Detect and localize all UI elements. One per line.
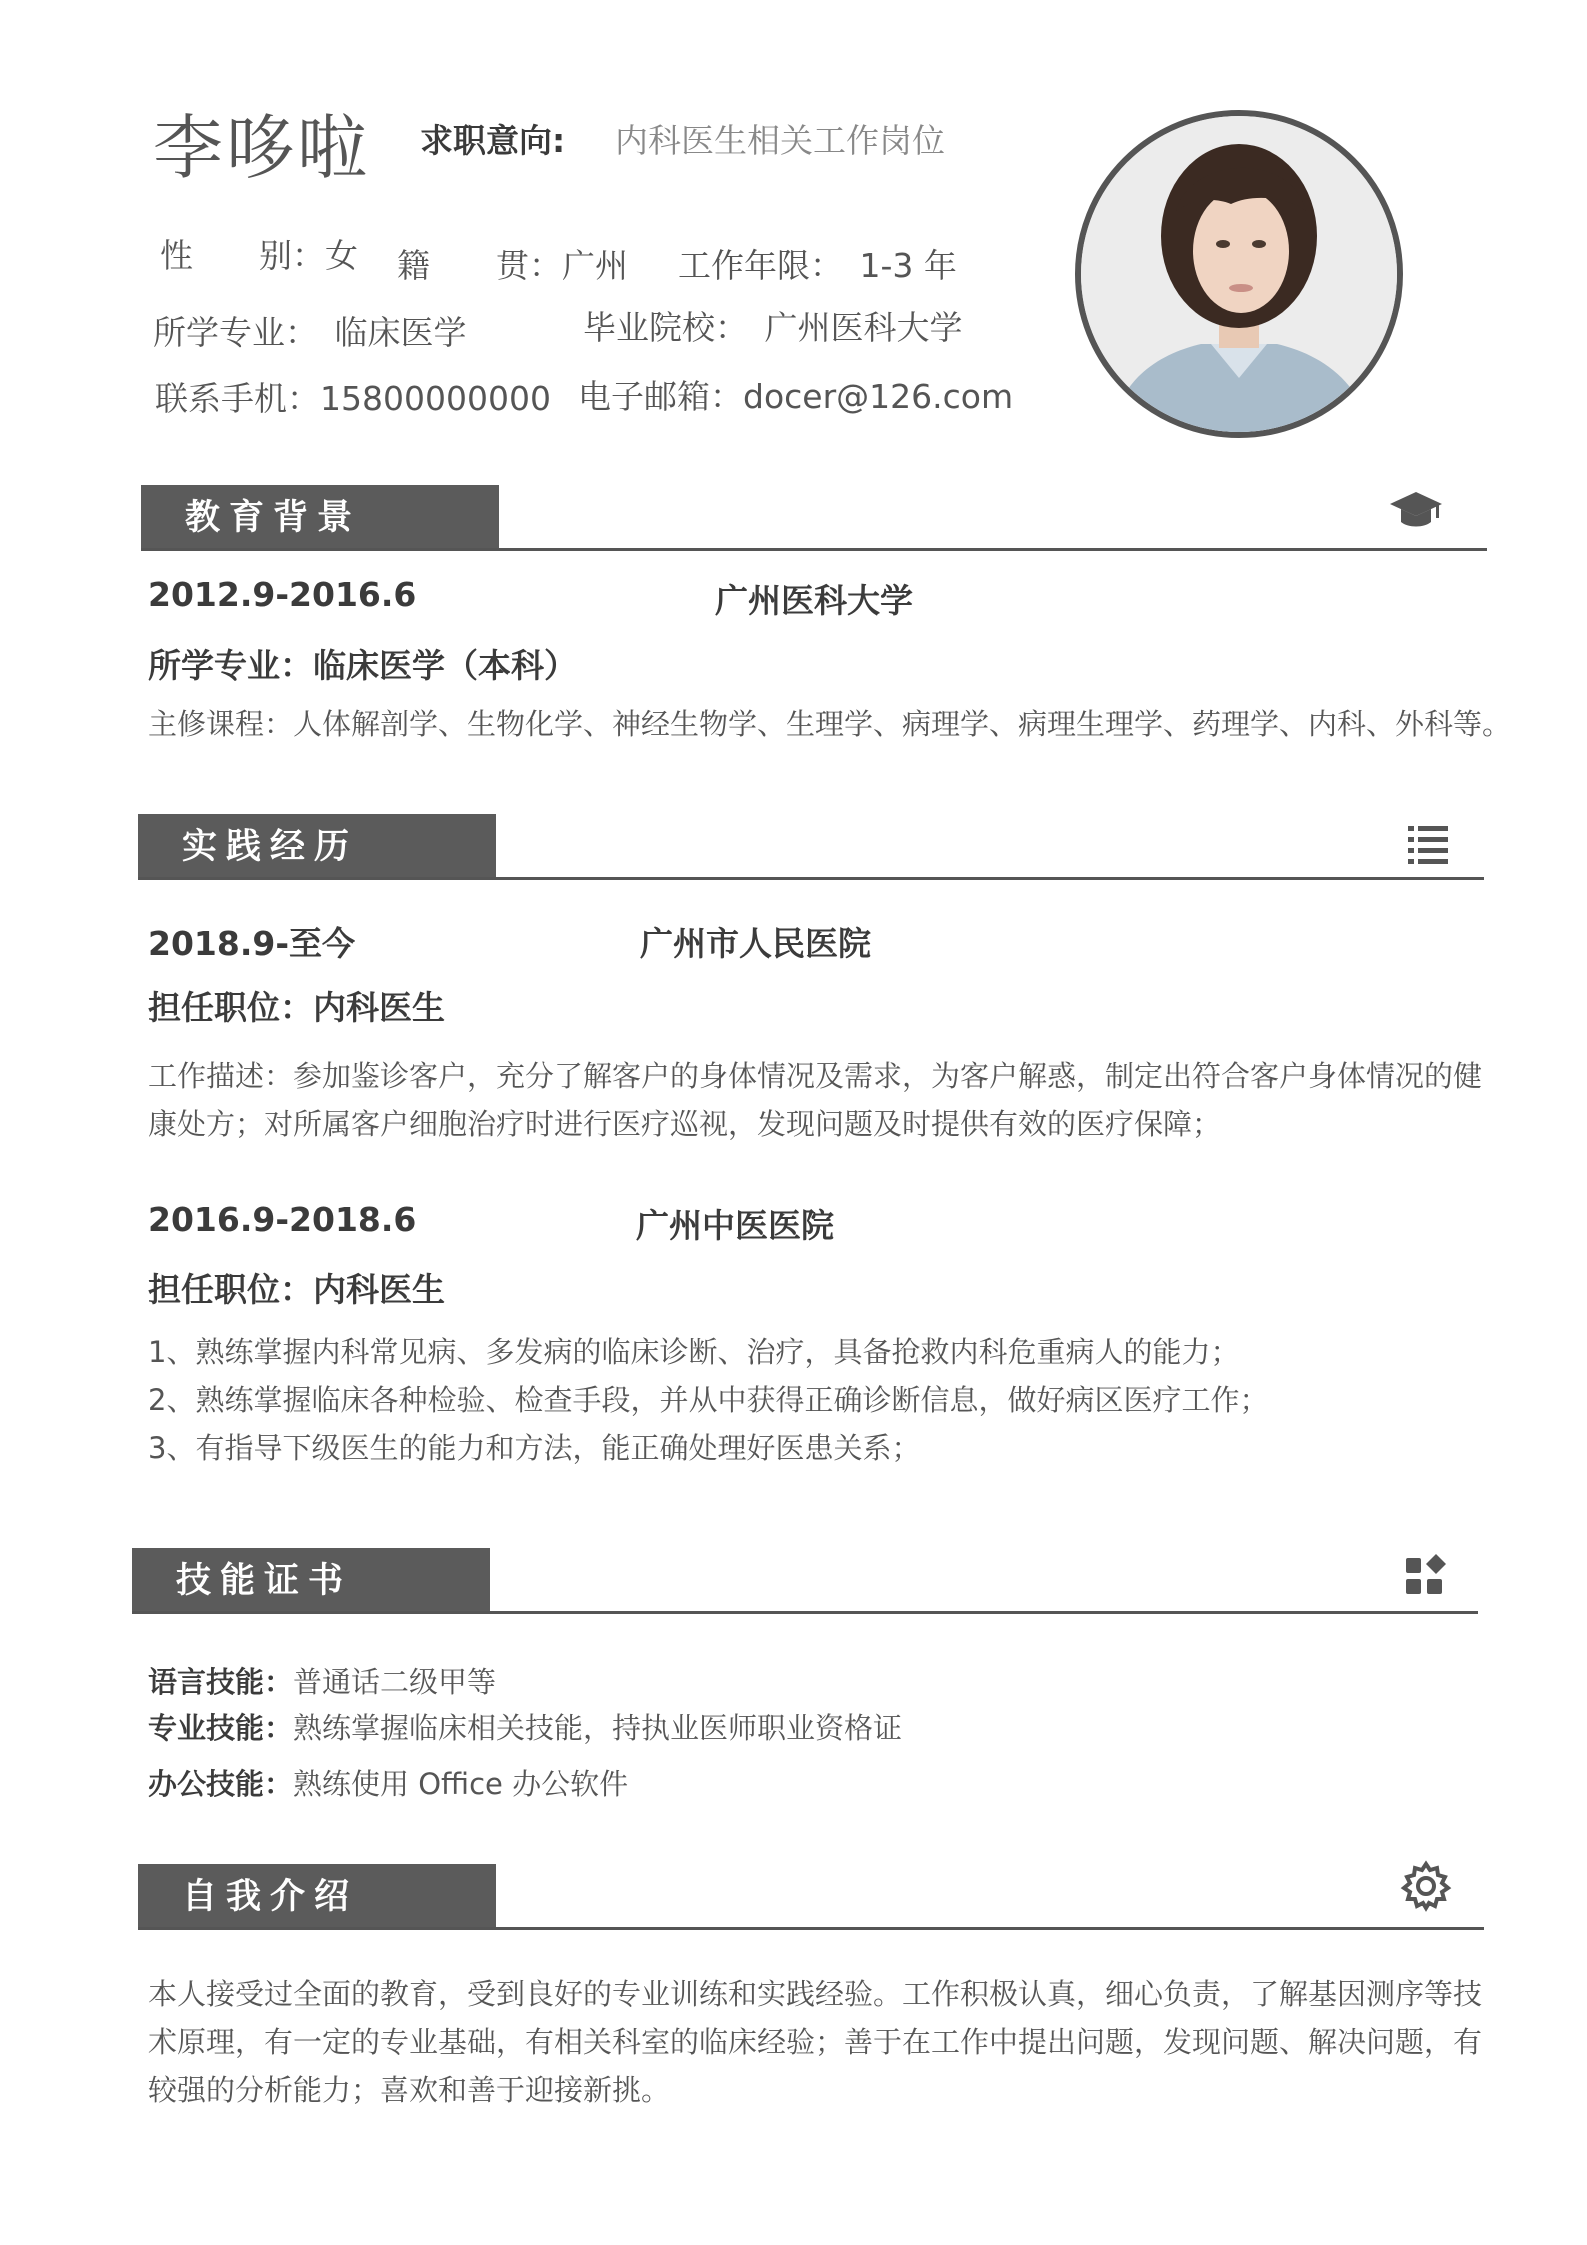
list-icon <box>1402 818 1458 874</box>
work-years-info: 工作年限： 1-3 年 <box>678 246 957 285</box>
major-info: 所学专业： 临床医学 <box>153 313 467 352</box>
graduation-cap-icon <box>1388 482 1444 538</box>
skill-row <box>148 1660 496 1701</box>
skill-label: 专业技能： <box>148 1711 294 1745</box>
education-courses: 主修课程：人体解剖学、生物化学、神经生物学、生理学、病理学、病理生理学、药理学、内科、外科等。 <box>148 707 1512 741</box>
gender-info: 性 别：女 <box>160 236 358 275</box>
section-title-about: 自我介绍 <box>138 1864 496 1930</box>
apps-icon <box>1398 1548 1454 1604</box>
phone-info: 联系手机：15800000000 <box>155 379 551 418</box>
job-position: 担任职位：内科医生 <box>148 988 445 1027</box>
job-description: 工作描述：参加鉴诊客户，充分了解客户的身体情况及需求，为客户解惑，制定出符合客户身体情况的健康处方；对所属客户细胞治疗时进行医疗巡视，发现问题及时提供有效的医疗保障； <box>148 1059 1483 1141</box>
education-date: 2012.9-2016.6 <box>148 575 417 614</box>
section-title-practice: 实践经历 <box>138 814 496 880</box>
school-info: 毕业院校： 广州医科大学 <box>583 308 963 347</box>
job-date: 2018.9-至今 <box>148 924 356 963</box>
section-divider <box>138 877 1484 880</box>
education-major: 所学专业：临床医学（本科） <box>148 646 577 685</box>
job-duty-item: 1、熟练掌握内科常见病、多发病的临床诊断、治疗，具备抢救内科危重病人的能力； <box>148 1335 1240 1369</box>
job-intent-label: 求职意向: <box>420 121 566 160</box>
skill-value: 熟练掌握临床相关技能，持执业医师职业资格证 <box>293 1711 903 1745</box>
section-divider <box>132 1611 1478 1614</box>
profile-photo <box>1075 110 1403 438</box>
job-intent-value: 内科医生相关工作岗位 <box>615 121 945 160</box>
candidate-name: 李哆啦 <box>153 107 369 189</box>
gear-icon <box>1398 1858 1454 1914</box>
hometown-info: 籍 贯：广州 <box>397 246 628 285</box>
job-duty-item: 3、有指导下级医生的能力和方法，能正确处理好医患关系； <box>148 1431 921 1465</box>
job-date: 2016.9-2018.6 <box>148 1200 417 1239</box>
job-duty-item: 2、熟练掌握临床各种检验、检查手段，并从中获得正确诊断信息，做好病区医疗工作； <box>148 1383 1269 1417</box>
email-info: 电子邮箱：docer@126.com <box>578 377 1014 416</box>
skill-label: 办公技能： <box>148 1767 294 1801</box>
skill-value: 普通话二级甲等 <box>293 1665 497 1699</box>
skill-row <box>148 1706 902 1747</box>
job-position: 担任职位：内科医生 <box>148 1270 445 1309</box>
skill-label: 语言技能： <box>148 1665 294 1699</box>
job-organization: 广州市人民医院 <box>640 924 871 963</box>
skill-row <box>148 1762 628 1803</box>
section-divider <box>138 1927 1484 1930</box>
section-title-education: 教育背景 <box>141 485 499 551</box>
education-school: 广州医科大学 <box>715 581 913 620</box>
self-introduction: 本人接受过全面的教育，受到良好的专业训练和实践经验。工作积极认真，细心负责，了解基因测序等技术原理，有一定的专业基础，有相关科室的临床经验；善于在工作中提出问题，发现问题、解决问题，有较强的分析能力；喜欢和善于迎接新挑。 <box>148 1977 1483 2107</box>
job-organization: 广州中医医院 <box>636 1206 834 1245</box>
skill-value: 熟练使用 Office 办公软件 <box>293 1767 629 1801</box>
section-divider <box>141 548 1487 551</box>
section-title-skills: 技能证书 <box>132 1548 490 1614</box>
